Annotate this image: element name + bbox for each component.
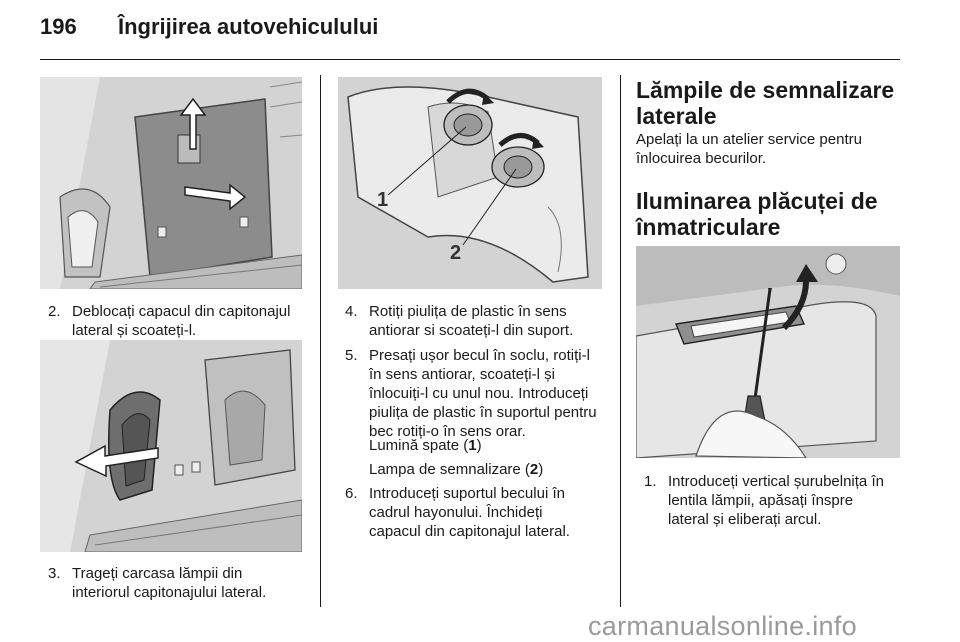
step-number: 2.	[48, 303, 61, 320]
legend-number: 2	[529, 461, 539, 478]
legend-close: )	[476, 437, 482, 454]
step-text-line: interiorul capitonajului lateral.	[72, 584, 267, 601]
step-text-line: Introduceți suportul becului în	[369, 485, 565, 502]
legend-close: )	[538, 461, 544, 478]
legend-item-1	[369, 436, 482, 455]
legend-text: Lampa de semnalizare (	[369, 461, 530, 478]
page-number: 196	[40, 14, 77, 39]
chapter-title: Îngrijirea autovehiculului	[118, 14, 379, 39]
figure-lamp-housing	[40, 340, 302, 552]
step-text-line: Rotiți piulița de plastic în sens	[369, 303, 567, 320]
step-text-line: piulița de plastic în suportul pentru	[369, 404, 597, 421]
step-text-line: Trageți carcasa lămpii din	[72, 565, 243, 582]
step-number: 4.	[345, 303, 358, 320]
header-rule	[40, 59, 900, 60]
column-divider-right	[620, 75, 621, 607]
heading-line: Lămpile de semnalizare	[636, 77, 895, 103]
heading-line: Iluminarea plăcuței de	[636, 188, 878, 214]
legend-number: 1	[468, 437, 477, 454]
step-text-line: înlocuiți-l cu unul nou. Introduceți	[369, 385, 589, 402]
step-number: 3.	[48, 565, 61, 582]
step-number: 1.	[644, 473, 657, 490]
step-text-line: în sens antiorar, scoateți-l și	[369, 366, 555, 383]
step-5	[345, 346, 617, 442]
figure-bulb-holder	[338, 77, 602, 289]
legend-text: Lumină spate (	[369, 437, 469, 454]
step-text-line: Deblocați capacul din capitonajul	[72, 303, 291, 320]
step-text-line: Introduceți vertical șurubelnița în	[668, 473, 884, 490]
step-text-line: lentila lămpii, apăsați înspre	[668, 492, 854, 509]
watermark-link[interactable]: carmanualsonline.info	[588, 611, 857, 641]
step-1	[644, 472, 916, 532]
service-paragraph	[636, 130, 916, 168]
step-4	[345, 302, 617, 342]
figure-license-plate-lamp	[636, 246, 900, 458]
step-text-line: antiorar si scoateți-l din suport.	[369, 322, 574, 339]
column-divider-left	[320, 75, 321, 607]
step-text-line: bec rotiți-o în sens orar.	[369, 423, 526, 440]
legend-item-2	[369, 460, 543, 479]
callout-2: 2	[450, 242, 462, 264]
callout-1: 1	[377, 189, 389, 211]
figure-side-trim-cover	[40, 77, 302, 289]
step-2	[48, 302, 318, 342]
step-text-line: capacul din capitonajul lateral.	[369, 523, 570, 540]
heading-line: laterale	[636, 103, 717, 129]
paragraph-line: înlocuirea becurilor.	[636, 150, 767, 167]
paragraph-line: Apelați la un atelier service pentru	[636, 131, 862, 148]
section-heading-license-plate-lighting	[636, 188, 916, 240]
step-text-line: lateral și eliberați arcul.	[668, 511, 822, 528]
step-text-line: lateral și scoateți-l.	[72, 322, 197, 339]
step-3	[48, 564, 318, 604]
step-text-line: Presați ușor becul în soclu, rotiți-l	[369, 347, 590, 364]
step-number: 6.	[345, 485, 358, 502]
heading-line: înmatriculare	[636, 214, 781, 240]
step-6	[345, 484, 617, 544]
section-heading-side-signal-lamps	[636, 77, 916, 129]
step-number: 5.	[345, 347, 358, 364]
step-text-line: cadrul hayonului. Închideți	[369, 504, 543, 521]
